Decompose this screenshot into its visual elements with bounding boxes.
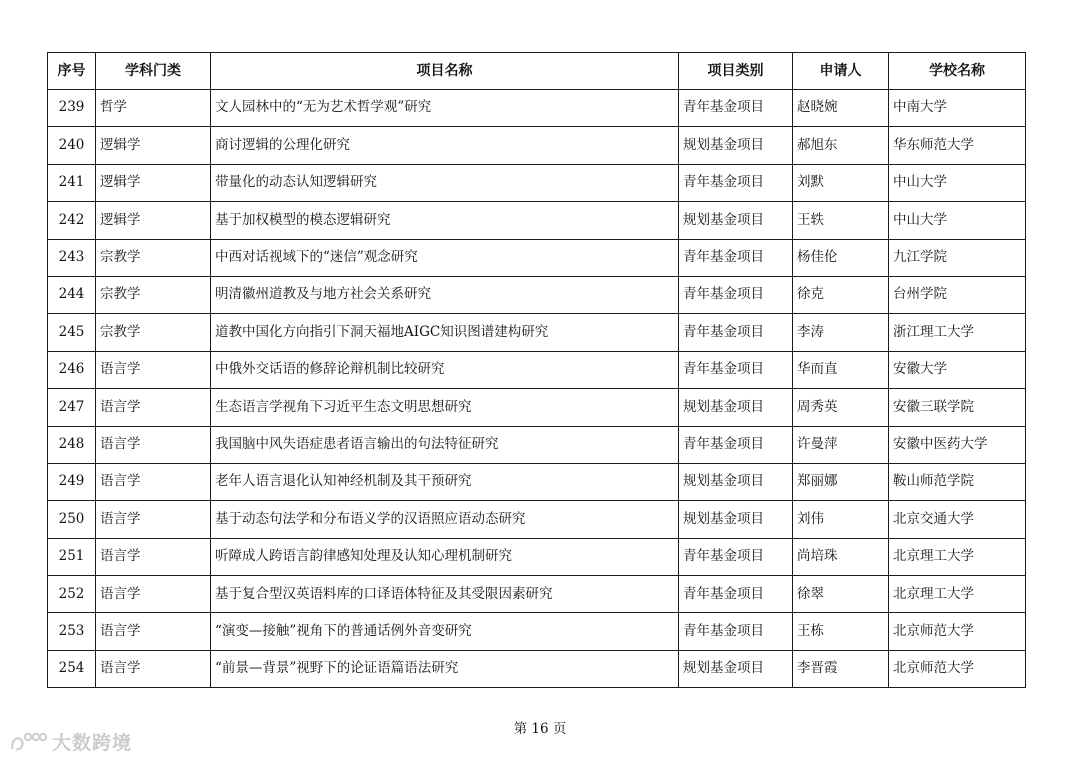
project-table (47, 52, 1026, 688)
table-row (48, 351, 1026, 388)
cell-school-name: 鞍山师范学院 (889, 463, 1026, 500)
cell-school-name: 中山大学 (889, 164, 1026, 201)
cell-project-name: 基于加权模型的模态逻辑研究 (211, 202, 679, 239)
cell-project-name: 中俄外交话语的修辞论辩机制比较研究 (211, 351, 679, 388)
cell-applicant: 郑丽娜 (793, 463, 889, 500)
watermark-logo-icon (8, 729, 48, 755)
cell-project-type: 青年基金项目 (679, 351, 793, 388)
cell-project-name: 基于复合型汉英语料库的口译语体特征及其受限因素研究 (211, 576, 679, 613)
cell-project-type: 规划基金项目 (679, 650, 793, 687)
cell-project-name: “演变—接触”视角下的普通话例外音变研究 (211, 613, 679, 650)
table-row (48, 202, 1026, 239)
watermark-text: 大数跨境 (52, 732, 133, 754)
cell-applicant: 刘伟 (793, 501, 889, 538)
cell-subject-category: 宗教学 (96, 314, 211, 351)
cell-subject-category: 语言学 (96, 613, 211, 650)
table-row (48, 164, 1026, 201)
cell-serial-number: 253 (48, 613, 96, 650)
cell-project-type: 青年基金项目 (679, 426, 793, 463)
cell-subject-category: 宗教学 (96, 239, 211, 276)
cell-project-type: 规划基金项目 (679, 127, 793, 164)
cell-applicant: 王栋 (793, 613, 889, 650)
cell-project-type: 青年基金项目 (679, 314, 793, 351)
cell-project-name: 道教中国化方向指引下洞天福地AIGC知识图谱建构研究 (211, 314, 679, 351)
cell-applicant: 王轶 (793, 202, 889, 239)
cell-project-type: 规划基金项目 (679, 202, 793, 239)
cell-subject-category: 语言学 (96, 463, 211, 500)
cell-applicant: 杨佳伦 (793, 239, 889, 276)
cell-school-name: 北京师范大学 (889, 613, 1026, 650)
cell-applicant: 刘默 (793, 164, 889, 201)
cell-project-type: 青年基金项目 (679, 576, 793, 613)
cell-serial-number: 254 (48, 650, 96, 687)
cell-subject-category: 哲学 (96, 90, 211, 127)
table-body (48, 90, 1026, 688)
cell-subject-category: 语言学 (96, 501, 211, 538)
cell-project-type: 青年基金项目 (679, 90, 793, 127)
cell-school-name: 九江学院 (889, 239, 1026, 276)
cell-subject-category: 逻辑学 (96, 127, 211, 164)
header-project-name: 项目名称 (211, 53, 679, 90)
cell-serial-number: 248 (48, 426, 96, 463)
cell-serial-number: 246 (48, 351, 96, 388)
cell-school-name: 安徽三联学院 (889, 389, 1026, 426)
cell-project-name: 明清徽州道教及与地方社会关系研究 (211, 276, 679, 313)
cell-project-type: 青年基金项目 (679, 276, 793, 313)
header-applicant: 申请人 (793, 53, 889, 90)
cell-project-name: 基于动态句法学和分布语义学的汉语照应语动态研究 (211, 501, 679, 538)
cell-project-name: 听障成人跨语言韵律感知处理及认知心理机制研究 (211, 538, 679, 575)
cell-applicant: 李晋霞 (793, 650, 889, 687)
cell-applicant: 周秀英 (793, 389, 889, 426)
table-row (48, 613, 1026, 650)
cell-subject-category: 逻辑学 (96, 164, 211, 201)
project-table-container (47, 52, 1025, 688)
cell-school-name: 北京师范大学 (889, 650, 1026, 687)
cell-project-name: 生态语言学视角下习近平生态文明思想研究 (211, 389, 679, 426)
cell-school-name: 北京交通大学 (889, 501, 1026, 538)
cell-serial-number: 244 (48, 276, 96, 313)
table-row (48, 90, 1026, 127)
table-row (48, 576, 1026, 613)
cell-applicant: 华而直 (793, 351, 889, 388)
cell-subject-category: 语言学 (96, 389, 211, 426)
cell-project-type: 青年基金项目 (679, 613, 793, 650)
cell-subject-category: 语言学 (96, 426, 211, 463)
cell-serial-number: 243 (48, 239, 96, 276)
table-row (48, 314, 1026, 351)
cell-subject-category: 语言学 (96, 650, 211, 687)
cell-school-name: 北京理工大学 (889, 538, 1026, 575)
cell-project-name: 带量化的动态认知逻辑研究 (211, 164, 679, 201)
cell-subject-category: 语言学 (96, 538, 211, 575)
cell-serial-number: 239 (48, 90, 96, 127)
header-subject-category: 学科门类 (96, 53, 211, 90)
cell-applicant: 赵晓婉 (793, 90, 889, 127)
cell-project-name: “前景—背景”视野下的论证语篇语法研究 (211, 650, 679, 687)
cell-serial-number: 250 (48, 501, 96, 538)
cell-serial-number: 242 (48, 202, 96, 239)
cell-applicant: 尚培珠 (793, 538, 889, 575)
cell-project-type: 青年基金项目 (679, 538, 793, 575)
cell-project-name: 文人园林中的“无为艺术哲学观”研究 (211, 90, 679, 127)
table-row (48, 463, 1026, 500)
cell-serial-number: 245 (48, 314, 96, 351)
table-row (48, 426, 1026, 463)
cell-school-name: 北京理工大学 (889, 576, 1026, 613)
table-row (48, 127, 1026, 164)
cell-school-name: 中南大学 (889, 90, 1026, 127)
header-project-type: 项目类别 (679, 53, 793, 90)
cell-serial-number: 251 (48, 538, 96, 575)
cell-serial-number: 241 (48, 164, 96, 201)
page-number: 第 16 页 (513, 721, 567, 737)
cell-school-name: 浙江理工大学 (889, 314, 1026, 351)
cell-school-name: 安徽大学 (889, 351, 1026, 388)
table-row (48, 650, 1026, 687)
cell-serial-number: 252 (48, 576, 96, 613)
table-row (48, 389, 1026, 426)
cell-project-type: 规划基金项目 (679, 389, 793, 426)
table-row (48, 538, 1026, 575)
table-row (48, 501, 1026, 538)
cell-school-name: 安徽中医药大学 (889, 426, 1026, 463)
cell-school-name: 中山大学 (889, 202, 1026, 239)
cell-project-type: 规划基金项目 (679, 501, 793, 538)
table-row (48, 276, 1026, 313)
table-row (48, 239, 1026, 276)
cell-applicant: 李涛 (793, 314, 889, 351)
cell-school-name: 华东师范大学 (889, 127, 1026, 164)
header-school-name: 学校名称 (889, 53, 1026, 90)
cell-subject-category: 语言学 (96, 351, 211, 388)
cell-project-name: 老年人语言退化认知神经机制及其干预研究 (211, 463, 679, 500)
cell-applicant: 徐翠 (793, 576, 889, 613)
cell-serial-number: 247 (48, 389, 96, 426)
cell-project-name: 中西对话视域下的“迷信”观念研究 (211, 239, 679, 276)
table-header-row (48, 53, 1026, 90)
cell-project-name: 我国脑中风失语症患者语言输出的句法特征研究 (211, 426, 679, 463)
cell-subject-category: 宗教学 (96, 276, 211, 313)
header-serial-number: 序号 (48, 53, 96, 90)
cell-project-type: 青年基金项目 (679, 239, 793, 276)
cell-serial-number: 249 (48, 463, 96, 500)
cell-project-name: 商讨逻辑的公理化研究 (211, 127, 679, 164)
watermark (8, 728, 132, 755)
cell-applicant: 郝旭东 (793, 127, 889, 164)
cell-serial-number: 240 (48, 127, 96, 164)
cell-school-name: 台州学院 (889, 276, 1026, 313)
cell-applicant: 许曼萍 (793, 426, 889, 463)
cell-project-type: 规划基金项目 (679, 463, 793, 500)
cell-project-type: 青年基金项目 (679, 164, 793, 201)
cell-subject-category: 逻辑学 (96, 202, 211, 239)
cell-subject-category: 语言学 (96, 576, 211, 613)
cell-applicant: 徐克 (793, 276, 889, 313)
